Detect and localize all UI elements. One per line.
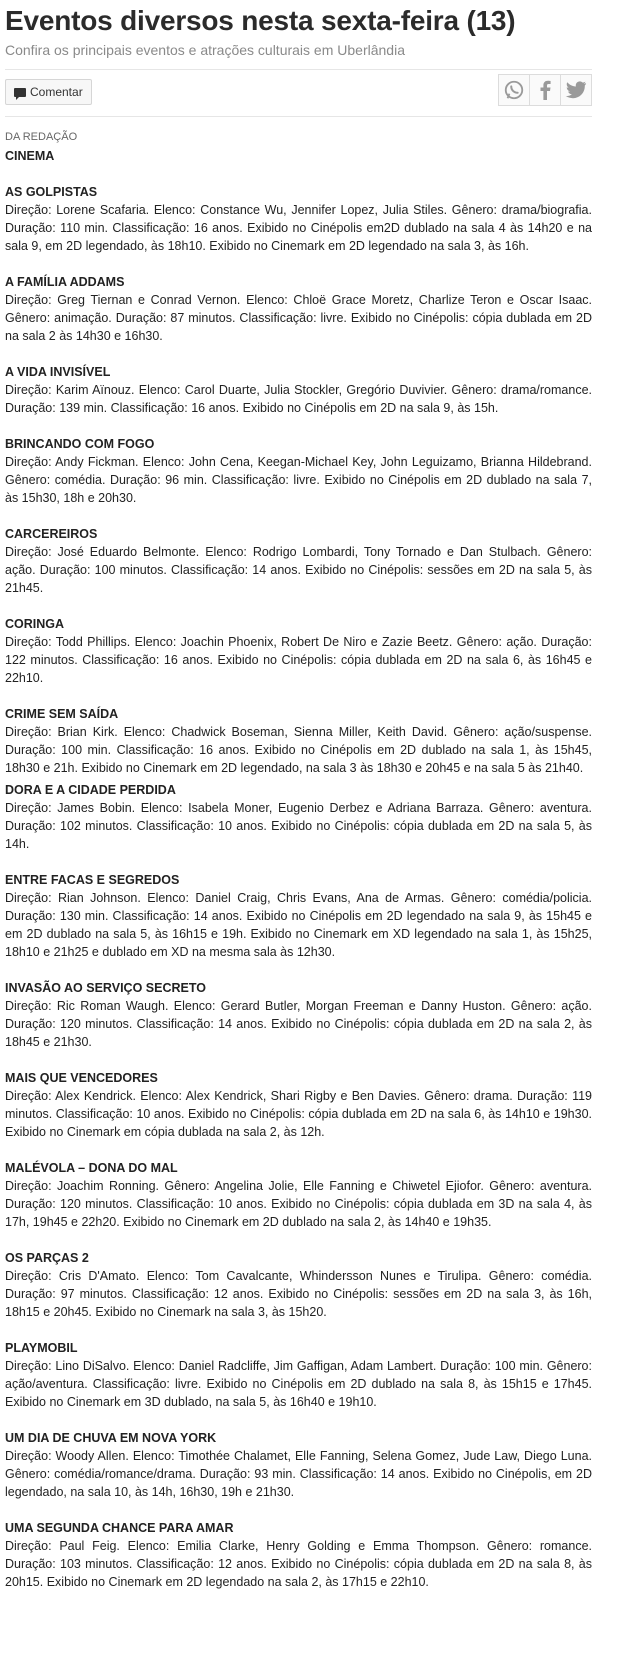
twitter-share-button[interactable] bbox=[560, 74, 592, 106]
movie-description: Direção: Cris D'Amato. Elenco: Tom Cavalcante, Whindersson Nunes e Tirulipa. Gênero: comédia. Duração: 97 minutos. Classificação: 12 anos. Exibido no Cinépolis: sessões em 2D na sala 3, às 16h, 18h15 e 20h45. Exibido no Cinemark na sala 3, às 15h20. bbox=[5, 1269, 592, 1319]
movie-item bbox=[5, 781, 592, 853]
movie-title: CARCEREIROS bbox=[5, 527, 98, 541]
movie-title: UMA SEGUNDA CHANCE PARA AMAR bbox=[5, 1521, 234, 1535]
movie-title: OS PARÇAS 2 bbox=[5, 1251, 89, 1265]
movie-title: MAIS QUE VENCEDORES bbox=[5, 1071, 158, 1085]
movie-description: Direção: Joachim Ronning. Gênero: Angelina Jolie, Elle Fanning e Chiwetel Ejiofor. Gênero: aventura. Duração: 120 minutos. Classificação: 10 anos. Exibido no Cinépolis: cópia dublada em 3D na sala 4, às 17h, 19h45 e 22h20. Exibido no Cinemark em 2D dublado na sala 2, às 14h40 e 19h35. bbox=[5, 1179, 592, 1229]
movie-title: CORINGA bbox=[5, 617, 65, 631]
article-subtitle: Confira os principais eventos e atrações culturais em Uberlândia bbox=[5, 42, 405, 58]
movie-title: DORA E A CIDADE PERDIDA bbox=[5, 783, 176, 797]
movie-description: Direção: José Eduardo Belmonte. Elenco: Rodrigo Lombardi, Tony Tornado e Dan Stulbach. Gênero: ação. Duração: 100 minutos. Classificação: 14 anos. Exibido no Cinépolis: sessões em 2D na sala 5, às 21h45. bbox=[5, 545, 592, 595]
movie-item bbox=[5, 273, 592, 345]
movie-title: CRIME SEM SAÍDA bbox=[5, 707, 119, 721]
twitter-icon bbox=[565, 80, 587, 100]
movie-title: BRINCANDO COM FOGO bbox=[5, 437, 155, 451]
byline: DA REDAÇÃO bbox=[5, 131, 78, 143]
movie-title: MALÉVOLA – DONA DO MAL bbox=[5, 1161, 178, 1175]
movie-description: Direção: Alex Kendrick. Elenco: Alex Kendrick, Shari Rigby e Ben Davies. Gênero: drama. Duração: 119 minutos. Classificação: 10 anos. Exibido no Cinépolis: cópia dublada em 2D na sala 6, às 14h10 e 19h30. Exibido no Cinemark em cópia dublada na sala 2, às 12h. bbox=[5, 1089, 592, 1139]
movie-list bbox=[5, 183, 592, 1591]
movie-title: A VIDA INVISÍVEL bbox=[5, 365, 111, 379]
movie-title: AS GOLPISTAS bbox=[5, 185, 98, 199]
movie-item bbox=[5, 871, 592, 961]
movie-title: A FAMÍLIA ADDAMS bbox=[5, 275, 125, 289]
movie-item bbox=[5, 1159, 592, 1231]
movie-description: Direção: Todd Phillips. Elenco: Joachin Phoenix, Robert De Niro e Zazie Beetz. Gênero: ação. Duração: 122 minutos. Classificação: 16 anos. Exibido no Cinépolis: cópia dublada em 2D na sala 6, às 16h45 e 22h10. bbox=[5, 635, 592, 685]
movie-title: INVASÃO AO SERVIÇO SECRETO bbox=[5, 981, 206, 995]
movie-item bbox=[5, 435, 592, 507]
facebook-icon bbox=[535, 79, 555, 101]
movie-description: Direção: Lorene Scafaria. Elenco: Constance Wu, Jennifer Lopez, Julia Stiles. Gênero: drama/biografia. Duração: 110 min. Classificação: 16 anos. Exibido no Cinépolis em2D dublado na sala 4 às 14h20 e na sala 9, em 2D legendado, às 18h10. Exibido no Cinemark em 2D legendado na sala 3, às 16h. bbox=[5, 203, 592, 253]
share-buttons bbox=[499, 74, 592, 106]
movie-item bbox=[5, 705, 592, 777]
movie-description: Direção: Rian Johnson. Elenco: Daniel Craig, Chris Evans, Ana de Armas. Gênero: comédia/policia. Duração: 130 min. Classificação: 14 anos. Exibido no Cinépolis em 2D legendado na sala 9, às 15h45 e em 2D dublado na sala 5, às 16h15 e 19h. Exibido no Cinemark em XD legendado na sala 1, às 15h25, 18h10 e 21h25 e dublado em XD na mesma sala às 12h30. bbox=[5, 891, 592, 959]
whatsapp-icon bbox=[503, 79, 525, 101]
movie-title: UM DIA DE CHUVA EM NOVA YORK bbox=[5, 1431, 217, 1445]
movie-description: Direção: Lino DiSalvo. Elenco: Daniel Radcliffe, Jim Gaffigan, Adam Lambert. Duração: 100 min. Gênero: ação/aventura. Classificação: livre. Exibido no Cinépolis em 2D dublado na sala 8, às 15h15 e 17h45. Exibido no Cinemark em 3D dublado, na sala 5, às 16h40 e 19h10. bbox=[5, 1359, 592, 1409]
movie-description: Direção: Ric Roman Waugh. Elenco: Gerard Butler, Morgan Freeman e Danny Huston. Gênero: ação. Duração: 120 minutos. Classificação: 14 anos. Exibido no Cinépolis: cópia dublada em 2D na sala 2, às 18h45 e 21h30. bbox=[5, 999, 592, 1049]
movie-item bbox=[5, 1429, 592, 1501]
movie-item bbox=[5, 615, 592, 687]
comment-button[interactable] bbox=[5, 79, 92, 105]
movie-item bbox=[5, 363, 592, 417]
movie-title: PLAYMOBIL bbox=[5, 1341, 78, 1355]
movie-description: Direção: Karim Aïnouz. Elenco: Carol Duarte, Julia Stockler, Gregório Duvivier. Gênero: drama/romance. Duração: 139 min. Classificação: 16 anos. Exibido no Cinépolis em 2D na sala 9, às 15h. bbox=[5, 383, 592, 415]
movie-description: Direção: Paul Feig. Elenco: Emilia Clarke, Henry Golding e Emma Thompson. Gênero: romance. Duração: 103 minutos. Classificação: 12 anos. Exibido no Cinépolis: cópia dublada em 2D na sala 8, às 20h15. Exibido no Cinemark em 2D legendado na sala 2, às 17h15 e 22h10. bbox=[5, 1539, 592, 1589]
article-title: Eventos diversos nesta sexta-feira (13) bbox=[5, 5, 516, 36]
article-toolbar bbox=[5, 69, 592, 117]
section-title: CINEMA bbox=[5, 149, 55, 163]
facebook-share-button[interactable] bbox=[529, 74, 561, 106]
movie-item bbox=[5, 1519, 592, 1591]
movie-description: Direção: Greg Tiernan e Conrad Vernon. Elenco: Chloë Grace Moretz, Charlize Teron e Oscar Isaac. Gênero: animação. Duração: 87 minutos. Classificação: livre. Exibido no Cinépolis: cópia dublada em 2D na sala 2 às 14h30 e 16h30. bbox=[5, 293, 592, 343]
movie-item bbox=[5, 1249, 592, 1321]
whatsapp-share-button[interactable] bbox=[498, 74, 530, 106]
movie-item bbox=[5, 979, 592, 1051]
movie-description: Direção: Woody Allen. Elenco: Timothée Chalamet, Elle Fanning, Selena Gomez, Jude Law, Diego Luna. Gênero: comédia/romance/drama. Duração: 93 min. Classificação: 14 anos. Exibido no Cinépolis, em 2D legendado, na sala 10, às 14h, 16h30, 19h e 21h30. bbox=[5, 1449, 592, 1499]
comment-icon bbox=[14, 88, 26, 97]
movie-item bbox=[5, 1339, 592, 1411]
movie-item bbox=[5, 1069, 592, 1141]
movie-item bbox=[5, 183, 592, 255]
comment-label: Comentar bbox=[30, 85, 83, 99]
movie-description: Direção: Andy Fickman. Elenco: John Cena, Keegan-Michael Key, John Leguizamo, Brianna Hildebrand. Gênero: comédia. Duração: 96 min. Classificação: livre. Exibido no Cinépolis em 2D dublado na sala 7, às 15h30, 18h e 20h30. bbox=[5, 455, 592, 505]
movie-title: ENTRE FACAS E SEGREDOS bbox=[5, 873, 180, 887]
movie-item bbox=[5, 525, 592, 597]
movie-description: Direção: Brian Kirk. Elenco: Chadwick Boseman, Sienna Miller, Keith David. Gênero: ação/suspense. Duração: 100 min. Classificação: 16 anos. Exibido no Cinépolis em 2D dublado na sala 1, às 15h45, 18h30 e 21h. Exibido no Cinemark em 2D legendado, na sala 3 às 18h30 e 20h45 e na sala 5 às 21h40. bbox=[5, 725, 592, 775]
movie-description: Direção: James Bobin. Elenco: Isabela Moner, Eugenio Derbez e Adriana Barraza. Gênero: aventura. Duração: 102 minutos. Classificação: 10 anos. Exibido no Cinépolis: cópia dublada em 2D na sala 5, às 14h. bbox=[5, 801, 592, 851]
